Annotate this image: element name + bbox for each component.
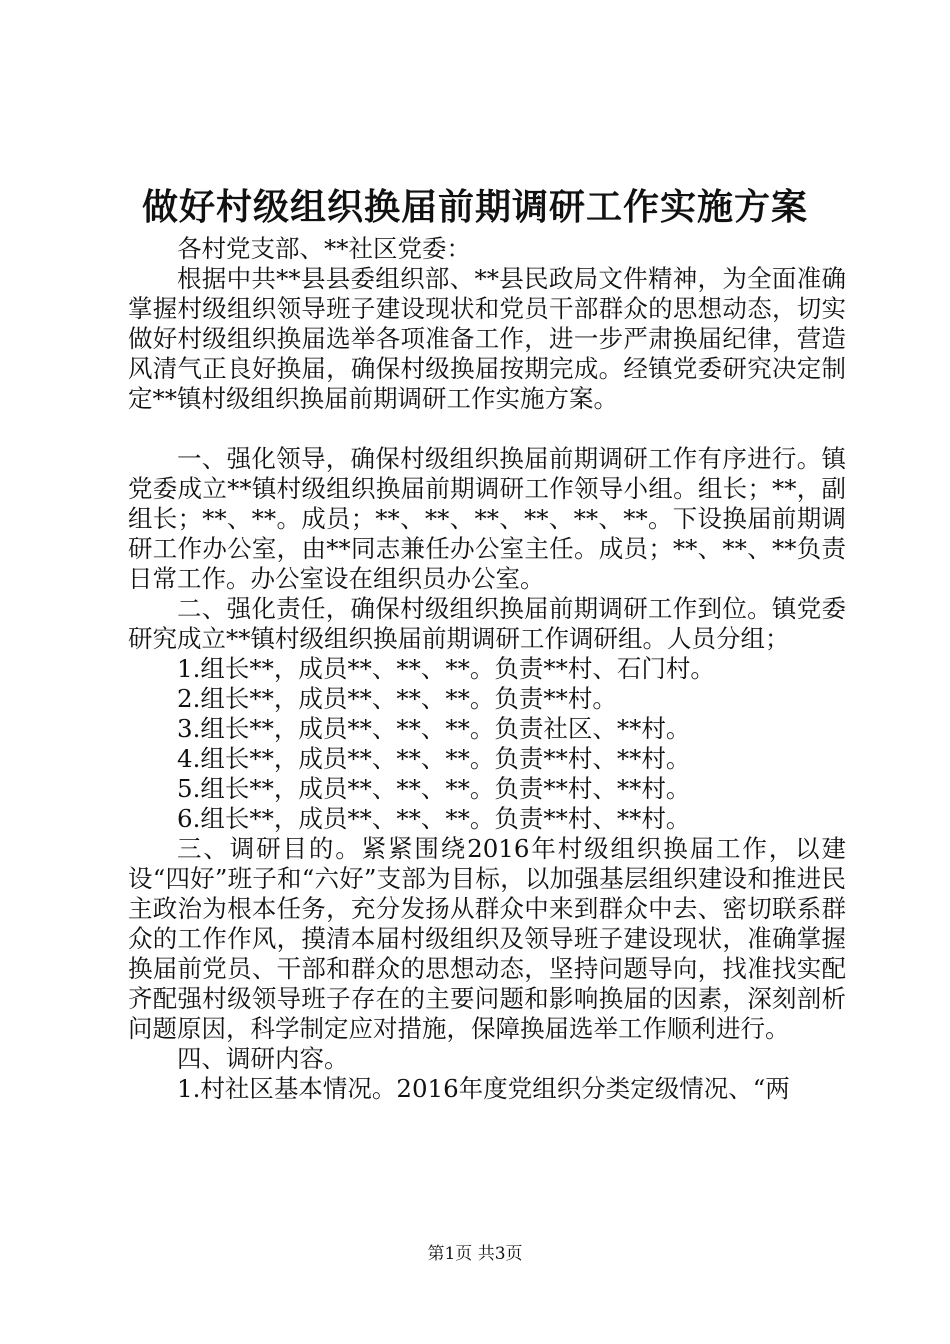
group-list-item: 5.组长**，成员**、**、**。负责**村、**村。	[177, 774, 691, 803]
document-title: 做好村级组织换届前期调研工作实施方案	[141, 187, 808, 228]
page-number-footer: 第1页 共3页	[427, 1244, 523, 1264]
document-body	[128, 234, 846, 1104]
group-list-item: 2.组长**，成员**、**、**。负责**村。	[177, 684, 617, 713]
section-1-paragraph: 一、强化领导，确保村级组织换届前期调研工作有序进行。镇党委成立**镇村级组织换届前期调研工作领导小组。组长；**，副组长；**、**。成员；**、**、**、**、**、**。下设换届前期调研工作办公室，由**同志兼任办公室主任。成员；**、**、**负责日常工作。办公室设在组织员办公室。	[128, 444, 846, 593]
section-2-paragraph: 二、强化责任，确保村级组织换届前期调研工作到位。镇党委研究成立**镇村级组织换届前期调研工作调研组。人员分组；	[128, 594, 846, 653]
group-list-item: 3.组长**，成员**、**、**。负责社区、**村。	[177, 714, 691, 743]
content-item-1: 1.村社区基本情况。2016年度党组织分类定级情况、“两	[177, 1074, 790, 1103]
group-list-item: 1.组长**，成员**、**、**。负责**村、石门村。	[177, 654, 715, 683]
paragraph-spacer	[128, 414, 846, 444]
section-3-paragraph: 三、调研目的。紧紧围绕2016年村级组织换届工作，以建设“四好”班子和“六好”支部为目标，以加强基层组织建设和推进民主政治为根本任务，充分发扬从群众中来到群众中去、密切联系群众的工作作风，摸清本届村级组织及领导班子建设现状，准确掌握换届前党员、干部和群众的思想动态，坚持问题导向，找准找实配齐配强村级领导班子存在的主要问题和影响换届的因素，深刻剖析问题原因，科学制定应对措施，保障换届选举工作顺利进行。	[128, 834, 846, 1043]
salutation: 各村党支部、**社区党委：	[177, 234, 471, 263]
section-4-heading: 四、调研内容。	[177, 1044, 349, 1073]
group-list-item: 6.组长**，成员**、**、**。负责**村、**村。	[177, 804, 691, 833]
group-list-item: 4.组长**，成员**、**、**。负责**村、**村。	[177, 744, 691, 773]
intro-paragraph: 根据中共**县县委组织部、**县民政局文件精神，为全面准确掌握村级组织领导班子建设现状和党员干部群众的思想动态，切实做好村级组织换届选举各项准备工作，进一步严肃换届纪律，营造风清气正良好换届，确保村级换届按期完成。经镇党委研究决定制定**镇村级组织换届前期调研工作实施方案。	[128, 264, 846, 413]
